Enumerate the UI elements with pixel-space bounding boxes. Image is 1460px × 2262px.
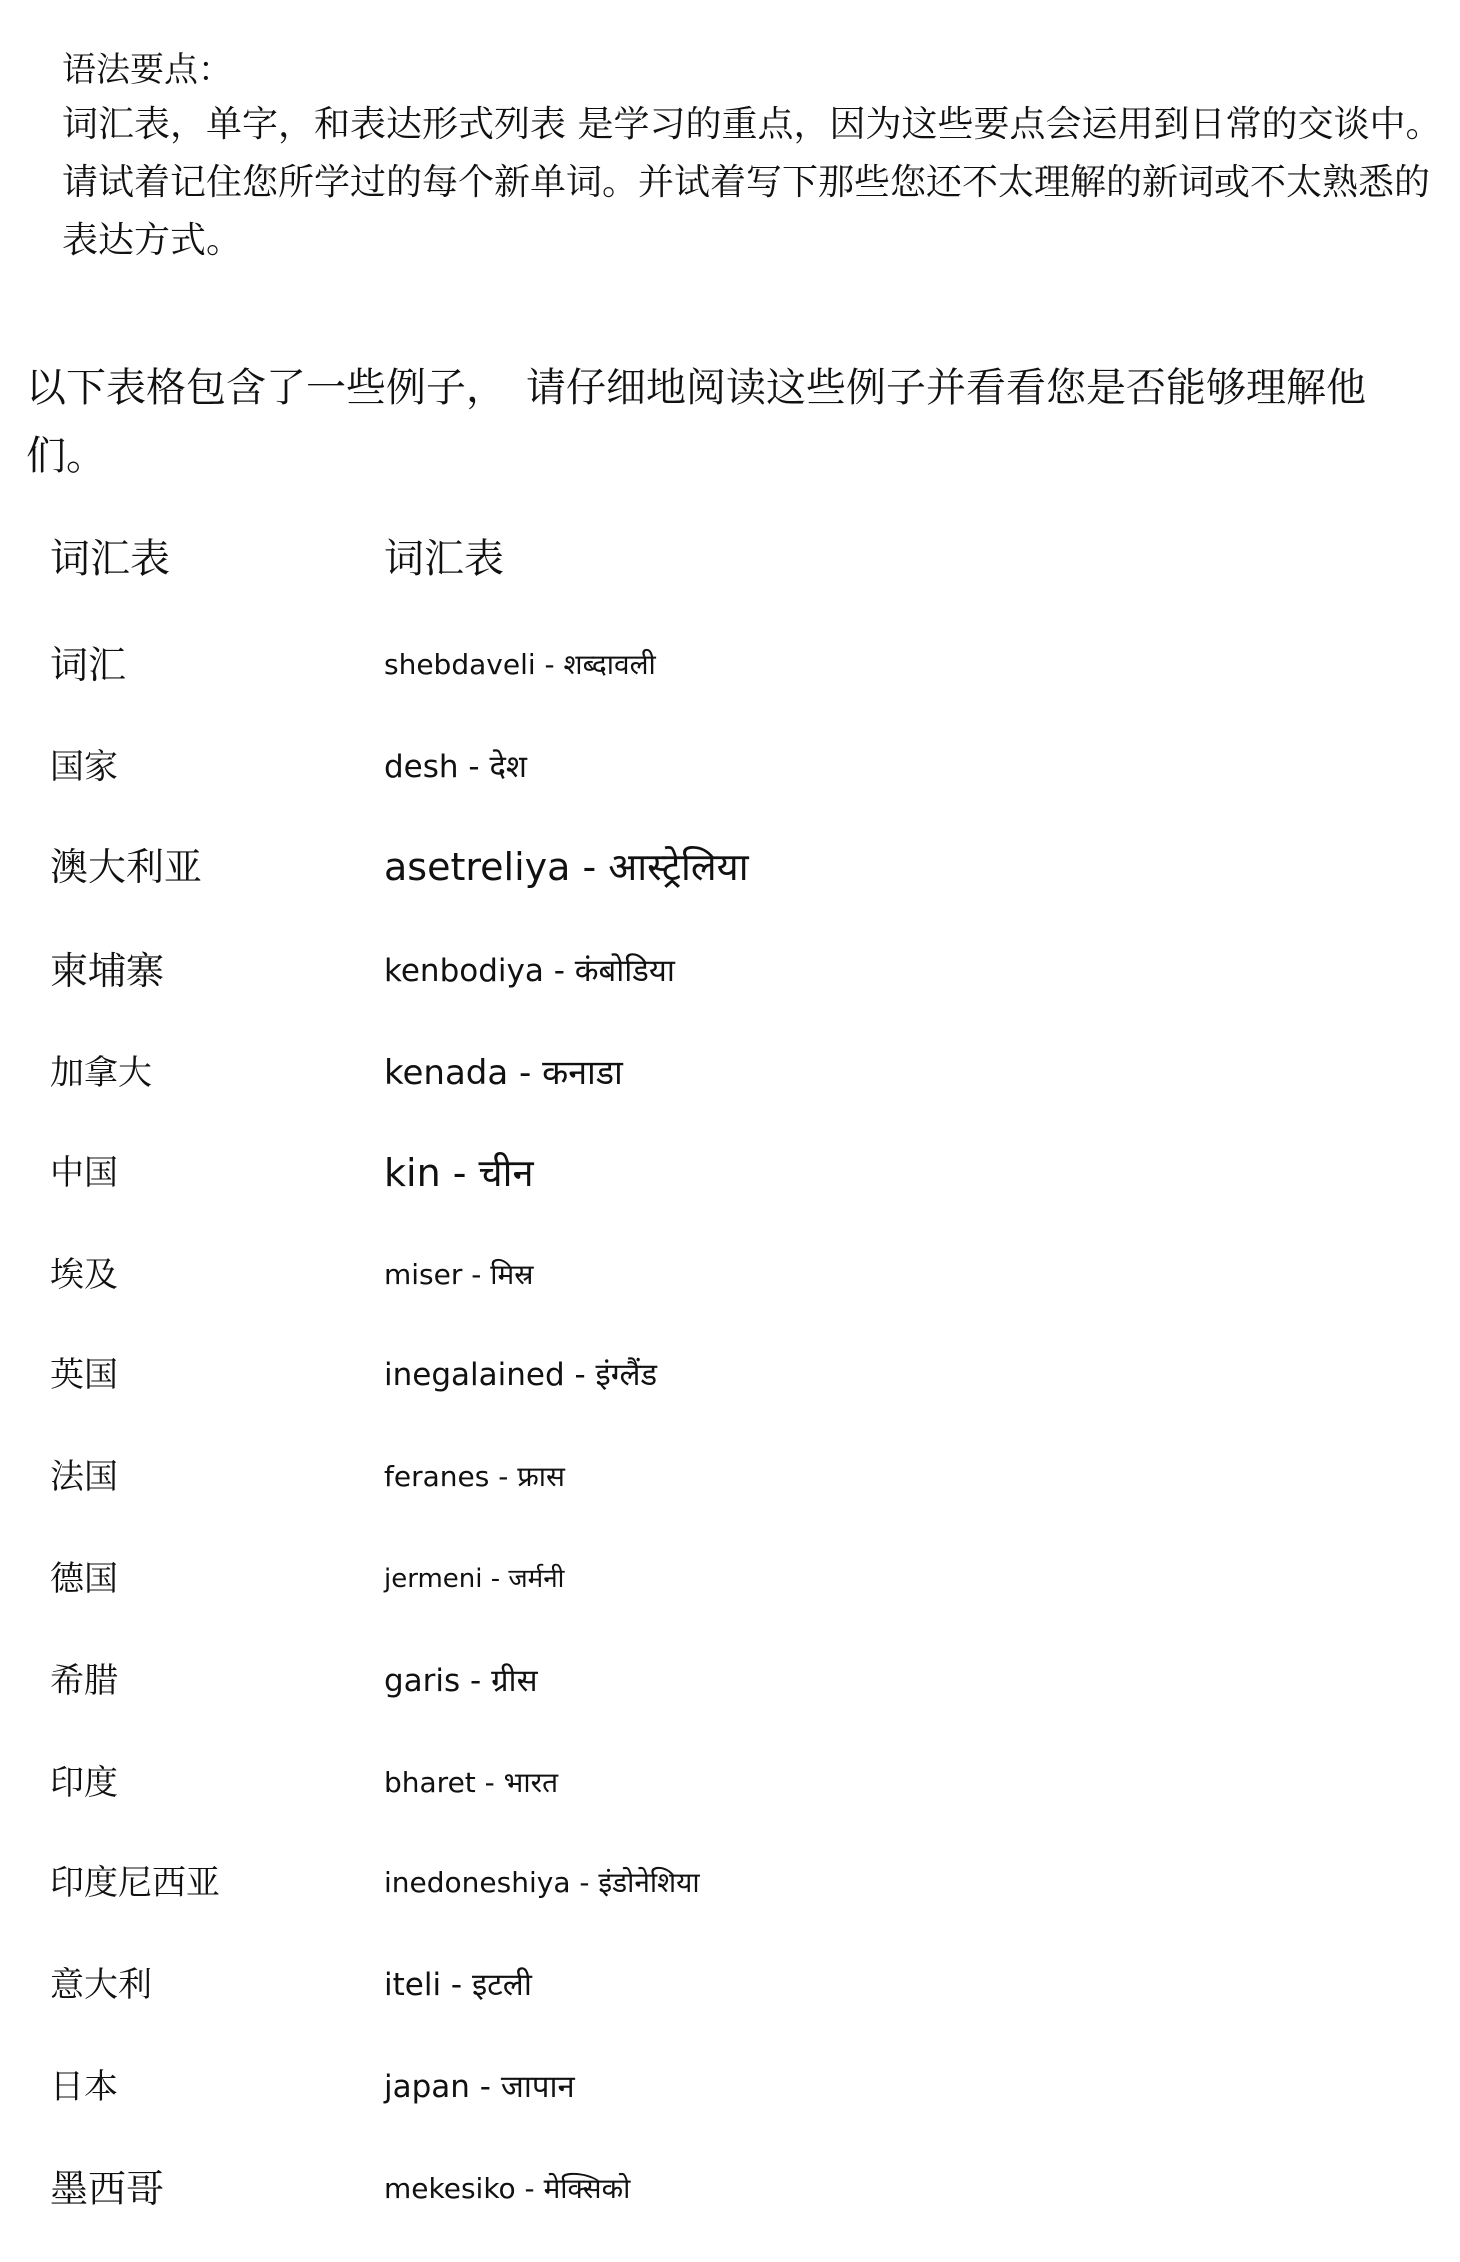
chinese-word: 国家 [50, 747, 118, 787]
chinese-word: 印度尼西亚 [50, 1863, 220, 1903]
grammar-heading: 语法要点： [62, 50, 232, 90]
table-row [0, 1646, 1460, 1716]
table-row [0, 832, 1460, 902]
table-row [0, 936, 1460, 1006]
transliteration: japan - जापान [384, 2069, 575, 2105]
table-row [0, 630, 1460, 700]
table-row [0, 1340, 1460, 1410]
chinese-word: 英国 [50, 1355, 118, 1395]
table-row [0, 1748, 1460, 1818]
transliteration: kenada - कनाडा [384, 1053, 623, 1093]
chinese-word: 中国 [50, 1153, 118, 1193]
chinese-word: 德国 [50, 1559, 118, 1599]
table-row [0, 1544, 1460, 1614]
chinese-word: 希腊 [50, 1661, 118, 1701]
chinese-word: 墨西哥 [50, 2167, 165, 2211]
table-row [0, 732, 1460, 802]
transliteration: jermeni - जर्मनी [384, 1564, 565, 1594]
transliteration: kenbodiya - कंबोडिया [384, 953, 675, 989]
transliteration: mekesiko - मेक्सिको [384, 2172, 631, 2205]
table-header-row [0, 524, 1460, 594]
transliteration: inegalained - इंग्लैंड [384, 1357, 658, 1393]
table-row [0, 1848, 1460, 1918]
transliteration: feranes - फ्रास [384, 1460, 565, 1493]
intro-paragraph: 以下表格包含了一些例子， 请仔细地阅读这些例子并看看您是否能够理解他们。 [26, 365, 1366, 479]
table-row [0, 1138, 1460, 1208]
transliteration: miser - मिस्र [384, 1258, 534, 1291]
chinese-word: 意大利 [50, 1965, 152, 2005]
column-header-transliteration: 词汇表 [384, 536, 504, 582]
table-row [0, 1442, 1460, 1512]
table-row [0, 1240, 1460, 1310]
transliteration: kin - चीन [384, 1151, 534, 1195]
chinese-word: 加拿大 [50, 1053, 152, 1093]
transliteration: asetreliya - आस्ट्रेलिया [384, 845, 749, 889]
column-header-chinese: 词汇表 [50, 536, 170, 582]
table-row [0, 1950, 1460, 2020]
transliteration: inedoneshiya - इंडोनेशिया [384, 1866, 700, 1899]
chinese-word: 日本 [50, 2067, 118, 2107]
chinese-word: 词汇 [50, 643, 127, 687]
chinese-word: 法国 [50, 1457, 118, 1497]
grammar-body: 词汇表，单字，和表达形式列表 是学习的重点，因为这些要点会运用到日常的交谈中。请试着记住您所学过的每个新单词。并试着写下那些您还不太理解的新词或不太熟悉的表达方式。 [62, 104, 1442, 261]
chinese-word: 埃及 [50, 1255, 118, 1295]
transliteration: bharet - भारत [384, 1766, 559, 1799]
transliteration: shebdaveli - शब्दावली [384, 648, 656, 681]
chinese-word: 澳大利亚 [50, 845, 203, 889]
table-row [0, 2154, 1460, 2224]
chinese-word: 柬埔寨 [50, 949, 165, 993]
table-row [0, 2052, 1460, 2122]
transliteration: iteli - इटली [384, 1967, 532, 2003]
transliteration: garis - ग्रीस [384, 1663, 538, 1699]
chinese-word: 印度 [50, 1763, 118, 1803]
transliteration: desh - देश [384, 749, 527, 785]
table-row [0, 1038, 1460, 1108]
